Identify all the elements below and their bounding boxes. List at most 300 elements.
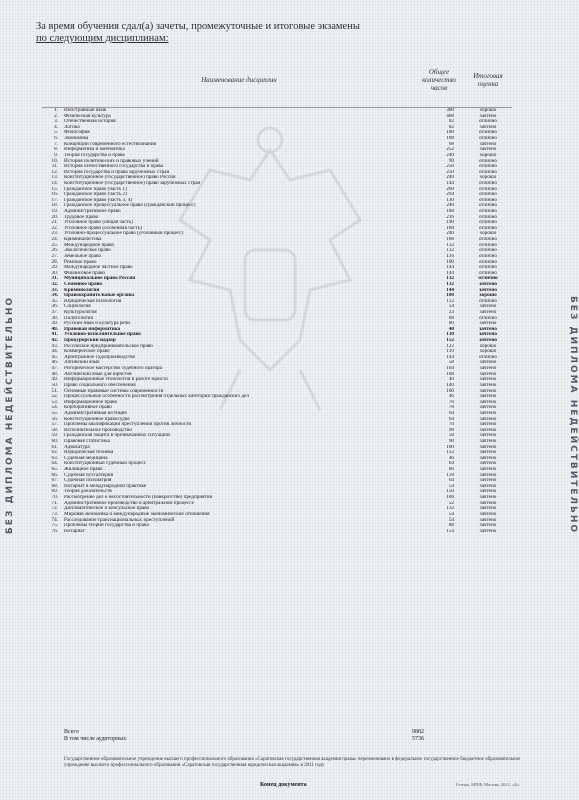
discipline-name: Конституционный судебный процесс [64, 461, 147, 467]
discipline-name: Муниципальное право России [64, 276, 136, 282]
row-number: 9. [54, 152, 58, 158]
grade: хорошо [479, 107, 497, 114]
grade: отлично [478, 315, 497, 321]
discipline-name: Гражданское право (часть 1) [64, 186, 127, 192]
hours: 112 [446, 298, 454, 304]
hours: 100 [446, 444, 454, 450]
grade: отлично [478, 237, 497, 243]
grade: зачтено [479, 377, 497, 383]
hours: 106 [446, 495, 454, 501]
row-number: 46. [51, 360, 58, 366]
grade: зачтено [479, 467, 497, 473]
discipline-name: История политических и правовых учений [64, 158, 159, 164]
left-margin-text: БЕЗ ДИПЛОМА НЕДЕЙСТВИТЕЛЬНО [5, 295, 15, 535]
row-number: 23. [51, 231, 58, 237]
discipline-name: История отечественного государства и права [64, 164, 163, 170]
discipline-name: Судебная бухгалтерия [64, 472, 113, 478]
row-number: 27. [51, 253, 58, 259]
discipline-name: Дипломатическое и консульское право [64, 506, 150, 512]
discipline-name: Право социального обеспечения [64, 382, 136, 388]
hours: 82 [448, 124, 454, 130]
row-number: 28. [51, 259, 58, 265]
hours: 294 [446, 192, 454, 198]
hours: 132 [446, 242, 454, 248]
discipline-name: Экологическое право [64, 248, 111, 254]
row-number: 68. [51, 483, 58, 489]
row-number: 16. [51, 192, 58, 198]
grade: зачтено [479, 366, 497, 372]
row-number: 69. [51, 489, 58, 495]
discipline-name: Риторическое мастерство судебного оратора [64, 366, 162, 372]
grade: зачтено [479, 410, 497, 416]
discipline-name: Гражданское процессуальное право (гражданский процесс) [64, 203, 196, 209]
discipline-name: Трудовое право [64, 214, 99, 220]
hours: 180 [446, 130, 454, 136]
grade: хорошо [479, 231, 497, 237]
grade: зачтено [479, 147, 497, 153]
hours: 132 [446, 248, 454, 254]
discipline-name: Мировая экономика и международные экономические отношения [64, 511, 210, 517]
grade: отлично [478, 136, 497, 142]
hours: 144 [446, 287, 454, 293]
hours: 68 [448, 141, 454, 147]
table-row [42, 529, 512, 535]
grade: зачтено [479, 399, 497, 405]
row-number: 72. [51, 506, 58, 512]
hours: 380 [446, 107, 454, 114]
intro-line-2: по следующим дисциплинам: [36, 33, 169, 44]
grade: зачтено [479, 326, 497, 332]
hours: 64 [448, 410, 454, 416]
discipline-name: Информационное право [64, 399, 118, 405]
discipline-name: Процессуальные особенности рассмотрения отдельных категорий гражданских дел [64, 394, 249, 400]
hours: 112 [446, 450, 454, 456]
discipline-name: Правоохранительные органы [64, 293, 134, 299]
discipline-name: Основные правовые системы современности [64, 388, 164, 394]
row-number: 25. [51, 242, 58, 248]
grade: зачтено [479, 287, 497, 293]
discipline-name: Конституционное (государственное) право зарубежных стран [64, 180, 201, 186]
discipline-name: Русский язык и культура речи [64, 321, 130, 327]
hours: 144 [446, 354, 454, 360]
row-number: 62. [51, 450, 58, 456]
discipline-name: Судебная медицина [64, 455, 108, 461]
row-number: 44. [51, 349, 58, 355]
hours: 240 [446, 231, 454, 237]
discipline-name: Исполнительное производство [64, 427, 132, 433]
grade: зачтено [479, 321, 497, 327]
grade: отлично [478, 220, 497, 226]
hours: 250 [446, 164, 454, 170]
discipline-name: Социология [64, 304, 91, 310]
hours: 144 [446, 270, 454, 276]
discipline-name: Правовая информатика [64, 326, 121, 332]
row-number: 34. [51, 293, 58, 299]
hours: 140 [446, 382, 454, 388]
footnote: Государственное образовательное учреждение высшего профессионального образования «Саратовская государственная академия права» переименовано в федеральное государственное бюджетное образовательное учреждение высшего профессионального образования «Саратовская государственная юридическая академия» в 2011 году [64, 757, 521, 768]
hours: 88 [448, 315, 454, 321]
row-number: 49. [51, 377, 58, 383]
hours: 154 [446, 528, 454, 534]
hours: 104 [446, 366, 454, 372]
row-number: 21. [51, 220, 58, 226]
grade: зачтено [479, 517, 497, 523]
grade: отлично [478, 186, 497, 192]
grade: отлично [478, 225, 497, 231]
discipline-name: Расследование транснациональных преступлений [64, 517, 175, 523]
row-number: 32. [51, 281, 58, 287]
grade: зачтено [479, 511, 497, 517]
grade: отлично [478, 214, 497, 220]
grade: зачтено [479, 500, 497, 506]
hours: 152 [446, 337, 454, 344]
grade: хорошо [479, 152, 497, 158]
grade: отлично [478, 180, 497, 186]
grade: зачтено [479, 141, 497, 147]
hours: 132 [446, 506, 454, 512]
row-number: 3. [54, 119, 58, 125]
hours: 260 [446, 186, 454, 192]
row-number: 18. [51, 203, 58, 209]
auditory-label: В том числе аудиторных [64, 736, 127, 742]
grade: отлично [478, 197, 497, 203]
row-number: 38. [51, 315, 58, 321]
row-number: 67. [51, 478, 58, 484]
hours: 408 [446, 113, 454, 119]
discipline-name: Физическая культура [64, 113, 111, 119]
hours: 150 [446, 489, 454, 495]
row-number: 53. [51, 399, 58, 405]
grade: хорошо [479, 343, 497, 349]
row-number: 36. [51, 304, 58, 310]
end-of-document: Конец документа [260, 782, 307, 788]
auditory-value: 5736 [412, 736, 424, 742]
hours: 144 [446, 265, 454, 271]
row-number: 37. [51, 309, 58, 315]
right-margin-text: БЕЗ ДИПЛОМА НЕДЕЙСТВИТЕЛЬНО [568, 295, 578, 535]
hours: 80 [448, 321, 454, 327]
grade: зачтено [479, 405, 497, 411]
hours: 98 [448, 427, 454, 433]
hours: 58 [448, 433, 454, 439]
row-number: 41. [51, 332, 58, 338]
row-number: 2. [54, 113, 58, 119]
hours: 188 [446, 208, 454, 215]
row-number: 22. [51, 225, 58, 231]
row-number: 24. [51, 237, 58, 243]
discipline-name: Финансовое право [64, 270, 105, 276]
row-number: 26. [51, 248, 58, 254]
hours: 188 [446, 225, 454, 231]
row-number: 47. [51, 366, 58, 372]
discipline-name: Теория доказательств [64, 489, 112, 495]
discipline-name: Философия [64, 130, 90, 136]
discipline-name: Уголовно-процессуальное право (уголовный процесс) [64, 231, 184, 237]
discipline-name: Правовая статистика [64, 438, 110, 444]
grade: отлично [478, 119, 497, 125]
row-number: 70. [51, 495, 58, 501]
grade: хорошо [479, 175, 497, 181]
hours: 90 [448, 158, 454, 164]
row-number: 1. [54, 107, 58, 114]
discipline-name: Отечественная история [64, 119, 116, 125]
grade: зачтено [479, 506, 497, 512]
row-number: 45. [51, 354, 58, 360]
row-number: 42. [51, 337, 58, 344]
disciplines-table [42, 52, 512, 534]
hours: 40 [448, 326, 454, 332]
grade: зачтено [479, 304, 497, 310]
row-number: 30. [51, 270, 58, 276]
hours: 64 [448, 416, 454, 422]
discipline-name: Корпоративное право [64, 405, 112, 411]
grade: зачтено [479, 416, 497, 422]
grade: зачтено [479, 444, 497, 450]
grade: зачтено [479, 450, 497, 456]
row-number: 58. [51, 427, 58, 433]
hours: 46 [448, 455, 454, 461]
discipline-name: Информатика и математика [64, 147, 125, 153]
row-number: 31. [51, 276, 58, 282]
grade: зачтено [479, 371, 497, 377]
header-grade: Итоговая оценка [464, 52, 512, 108]
hours: 100 [446, 388, 454, 394]
discipline-name: Латинский язык [64, 360, 100, 366]
hours: 240 [446, 203, 454, 209]
grade: отлично [478, 265, 497, 271]
discipline-name: Иностранный язык [64, 107, 107, 114]
hours: 132 [446, 276, 454, 282]
row-number: 66. [51, 472, 58, 478]
discipline-name: Криминалистика [64, 237, 102, 243]
grade: зачтено [479, 478, 497, 484]
hours: 54 [448, 304, 454, 310]
row-number: 54. [51, 405, 58, 411]
grade: зачтено [479, 455, 497, 461]
row-number: 51. [51, 388, 58, 394]
grade: зачтено [479, 483, 497, 489]
row-number: 50. [51, 382, 58, 388]
discipline-name: История государства и права зарубежных стран [64, 169, 170, 175]
discipline-name: Административная юстиция [64, 410, 127, 416]
grade: зачтено [479, 433, 497, 439]
discipline-name: Коммерческое право [64, 349, 110, 355]
row-number: 61. [51, 444, 58, 450]
grade: зачтено [479, 489, 497, 495]
row-number: 13. [51, 175, 58, 181]
grade: отлично [478, 158, 497, 164]
row-number: 60. [51, 438, 58, 444]
grade: отлично [478, 248, 497, 254]
grade: зачтено [479, 472, 497, 478]
discipline-name: Нотариат [64, 528, 85, 534]
discipline-name: Римское право [64, 259, 97, 265]
hours: 144 [446, 180, 454, 186]
grade: отлично [478, 203, 497, 209]
hours: 64 [448, 461, 454, 467]
total-value: 9882 [412, 729, 424, 735]
hours: 108 [446, 371, 454, 377]
grade: отлично [478, 354, 497, 360]
row-number: 19. [51, 208, 58, 215]
hours: 78 [448, 405, 454, 411]
grade: отлично [478, 169, 497, 175]
discipline-name: Нотариат в международной практике [64, 483, 147, 489]
hours: 23 [448, 309, 454, 315]
hours: 216 [446, 214, 454, 220]
header-hours: Общее количество часов [414, 52, 464, 108]
hours: 240 [446, 175, 454, 181]
header-number [42, 52, 64, 108]
row-number: 29. [51, 265, 58, 271]
hours: 130 [446, 332, 454, 338]
grade: хорошо [479, 293, 497, 299]
grade: зачтено [479, 461, 497, 467]
discipline-name: Концепции современного естествознания [64, 141, 156, 147]
grade: отлично [478, 242, 497, 248]
row-number: 17. [51, 197, 58, 203]
row-number: 5. [54, 130, 58, 136]
row-number: 65. [51, 467, 58, 473]
hours: 130 [446, 197, 454, 203]
hours: 100 [446, 259, 454, 265]
row-number: 71. [51, 500, 58, 506]
row-number: 10. [51, 158, 58, 164]
hours: 86 [448, 467, 454, 473]
grade: зачтено [479, 528, 497, 534]
grade: зачтено [479, 427, 497, 433]
row-number: 20. [51, 214, 58, 220]
totals-block [64, 729, 444, 743]
discipline-name: Адвокатура [64, 444, 90, 450]
hours: 64 [448, 478, 454, 484]
discipline-name: Английский язык для юристов [64, 371, 132, 377]
row-number: 33. [51, 287, 58, 293]
discipline-name: Арбитражное судопроизводство [64, 354, 136, 360]
row-number: 40. [51, 326, 58, 332]
row-number: 39. [51, 321, 58, 327]
discipline-name: Уголовно-исполнительное право [64, 332, 141, 338]
hours: 70 [448, 422, 454, 428]
discipline-name: Гражданское право (часть 3, 4) [64, 197, 133, 203]
row-number: 73. [51, 511, 58, 517]
grade: зачтено [479, 422, 497, 428]
row-number: 43. [51, 343, 58, 349]
row-number: 76. [51, 528, 58, 534]
hours: 54 [448, 483, 454, 489]
row-number: 15. [51, 186, 58, 192]
grade: зачтено [479, 388, 497, 394]
discipline-name: Судебная психиатрия [64, 478, 112, 484]
hours: 52 [448, 500, 454, 506]
hours: 54 [448, 517, 454, 523]
grade: зачтено [479, 113, 497, 119]
hours: 118 [446, 472, 454, 478]
discipline-name: Криминология [64, 287, 100, 293]
discipline-name: Конституционное правосудие [64, 416, 130, 422]
grade: зачтено [479, 124, 497, 130]
intro-line-1: За время обучения сдал(а) зачеты, промежуточные и итоговые экзамены [36, 21, 360, 32]
hours: 250 [446, 169, 454, 175]
hours: 122 [446, 343, 454, 349]
grade: хорошо [479, 349, 497, 355]
row-number: 57. [51, 422, 58, 428]
intro-text [36, 21, 436, 45]
row-number: 64. [51, 461, 58, 467]
row-number: 6. [54, 136, 58, 142]
discipline-name: Рассмотрение дел о несостоятельности (банкротстве) предприятий [64, 495, 213, 501]
row-number: 48. [51, 371, 58, 377]
hours: 58 [448, 360, 454, 366]
hours: 240 [446, 152, 454, 158]
discipline-name: Проблемы теории государства и права [64, 523, 149, 529]
grade: отлично [478, 130, 497, 136]
discipline-name: Жилищное право [64, 467, 103, 473]
hours: 188 [446, 237, 454, 243]
row-number: 35. [51, 298, 58, 304]
grade: зачтено [479, 332, 497, 338]
discipline-name: Международное право [64, 242, 115, 248]
hours: 116 [446, 253, 454, 259]
hours: 40 [448, 377, 454, 383]
discipline-name: Земельное право [64, 253, 102, 259]
grade: зачтено [479, 523, 497, 529]
discipline-name: Юридическая психология [64, 298, 122, 304]
discipline-name: Конституционное (государственное) право России [64, 175, 176, 181]
row-number: 12. [51, 169, 58, 175]
row-number: 4. [54, 124, 58, 130]
grade: зачтено [479, 394, 497, 400]
row-number: 63. [51, 455, 58, 461]
grade: зачтено [479, 281, 497, 287]
row-number: 11. [51, 164, 58, 170]
discipline-name: Гражданская защита в чрезвычайных ситуациях [64, 433, 171, 439]
discipline-name: Гражданское право (часть 2) [64, 192, 127, 198]
discipline-name: Семейное право [64, 281, 102, 287]
grade: отлично [478, 270, 497, 276]
row-number: 7. [54, 141, 58, 147]
grade: отлично [478, 164, 497, 170]
discipline-name: Административное право [64, 208, 121, 215]
hours: 90 [448, 438, 454, 444]
discipline-name: Прокурорский надзор [64, 337, 116, 344]
discipline-name: Экономика [64, 136, 89, 142]
hours: 110 [446, 349, 454, 355]
row-number: 52. [51, 394, 58, 400]
grade: отлично [478, 192, 497, 198]
row-number: 75. [51, 523, 58, 529]
hours: 190 [446, 220, 454, 226]
grade: зачтено [479, 382, 497, 388]
hours: 108 [446, 293, 454, 299]
total-label: Всего [64, 729, 79, 735]
grade: зачтено [479, 438, 497, 444]
discipline-name: Юридическая техника [64, 450, 114, 456]
discipline-name: Культурология [64, 309, 97, 315]
hours: 188 [446, 136, 454, 142]
discipline-name: Уголовное право (особенная часть) [64, 225, 142, 231]
row-number: 59. [51, 433, 58, 439]
row-number: 74. [51, 517, 58, 523]
row-number: 14. [51, 180, 58, 186]
hours: 252 [446, 147, 454, 153]
discipline-name: Уголовное право (общая часть) [64, 220, 133, 226]
discipline-name: Административное производство в арбитражном процессе [64, 500, 194, 506]
printer-mark: Гознак, МПФ, Москва, 2012. «Б» [456, 782, 520, 787]
hours: 54 [448, 511, 454, 517]
grade: зачтено [479, 337, 497, 344]
discipline-name: Российское предпринимательское право [64, 343, 153, 349]
